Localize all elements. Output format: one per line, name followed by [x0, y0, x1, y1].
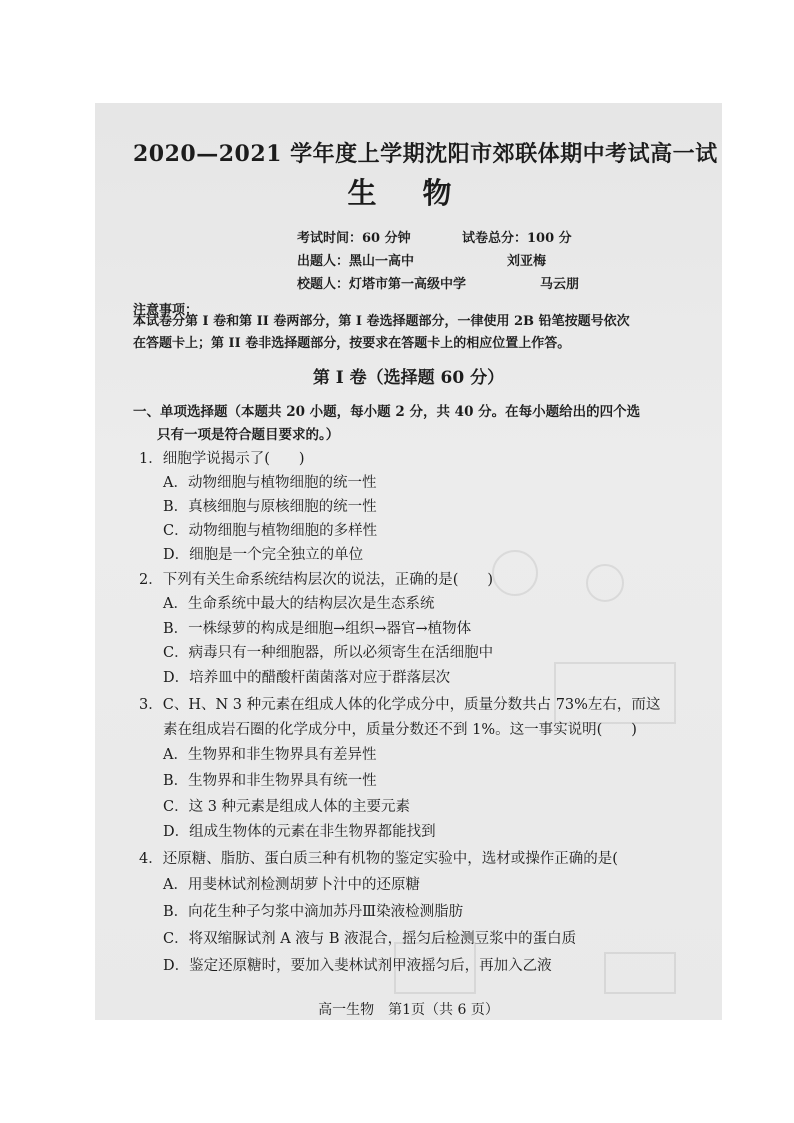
exam-title: 2020—2021 学年度上学期沈阳市郊联体期中考试高一试: [133, 141, 718, 167]
question-2-stem: 2．下列有关生命系统结构层次的说法，正确的是( ): [139, 572, 494, 588]
page-footer: 高一生物 第1页（共 6 页）: [318, 1002, 499, 1018]
question-3-option-d: D．组成生物体的元素在非生物界都能找到: [163, 824, 436, 840]
question-author-label: 出题人：黑山一高中: [297, 254, 415, 269]
total-score: 试卷总分：100 分: [462, 231, 572, 246]
question-2-option-c: C．病毒只有一种细胞器，所以必须寄生在活细胞中: [163, 645, 494, 661]
exam-paper-page: [95, 103, 722, 1020]
reviewer-label: 校题人：灯塔市第一高级中学: [297, 277, 467, 292]
section-instruction-2: 只有一项是符合题目要求的。）: [157, 427, 340, 443]
question-2-option-d: D．培养皿中的醋酸杆菌菌落对应于群落层次: [163, 670, 451, 686]
question-4-stem: 4．还原糖、脂肪、蛋白质三种有机物的鉴定实验中，选材或操作正确的是(: [139, 851, 618, 867]
question-4-option-b: B．向花生种子匀浆中滴加苏丹Ⅲ染液检测脂肪: [163, 904, 464, 920]
question-3-stem-line-1: 3．C、H、N 3 种元素在组成人体的化学成分中，质量分数共占 73%左右，而这: [139, 697, 661, 713]
question-3-stem-line-2: 素在组成岩石圈的化学成分中，质量分数还不到 1%。这一事实说明( ): [163, 722, 637, 738]
notes-heading: 注意事项：: [133, 303, 199, 318]
question-4-option-a: A．用斐林试剂检测胡萝卜汁中的还原糖: [163, 877, 420, 893]
section-instruction-1: 一、单项选择题（本题共 20 小题，每小题 2 分，共 40 分。在每小题给出的四个选: [133, 404, 641, 420]
question-author-name: 刘亚梅: [507, 254, 547, 269]
question-1-option-c: C．动物细胞与植物细胞的多样性: [163, 523, 378, 539]
question-1-option-b: B．真核细胞与原核细胞的统一性: [163, 499, 377, 515]
reviewer-name: 马云朋: [540, 277, 580, 292]
question-1-option-d: D．细胞是一个完全独立的单位: [163, 547, 364, 563]
subject-title: 生 物: [347, 176, 470, 210]
exam-time: 考试时间：60 分钟: [297, 231, 411, 246]
notes-line-1: 本试卷分第 I 卷和第 II 卷两部分，第 I 卷选择题部分，一律使用 2B 铅笔按题号依次: [133, 314, 630, 329]
question-2-option-a: A．生命系统中最大的结构层次是生态系统: [163, 596, 435, 612]
question-2-option-b: B．一株绿萝的构成是细胞→组织→器官→植物体: [163, 621, 472, 637]
question-4-option-c: C．将双缩脲试剂 A 液与 B 液混合，摇匀后检测豆浆中的蛋白质: [163, 931, 577, 947]
notes-line-2: 在答题卡上；第 II 卷非选择题部分，按要求在答题卡上的相应位置上作答。: [133, 336, 571, 351]
question-3-option-c: C．这 3 种元素是组成人体的主要元素: [163, 799, 411, 815]
question-1-option-a: A．动物细胞与植物细胞的统一性: [163, 475, 377, 491]
question-3-option-b: B．生物界和非生物界具有统一性: [163, 773, 377, 789]
question-1-stem: 1．细胞学说揭示了( ): [139, 451, 305, 467]
question-4-option-d: D．鉴定还原糖时，要加入斐林试剂甲液摇匀后，再加入乙液: [163, 958, 552, 974]
section-title: 第 I 卷（选择题 60 分）: [312, 368, 505, 388]
question-3-option-a: A．生物界和非生物界具有差异性: [163, 747, 377, 763]
